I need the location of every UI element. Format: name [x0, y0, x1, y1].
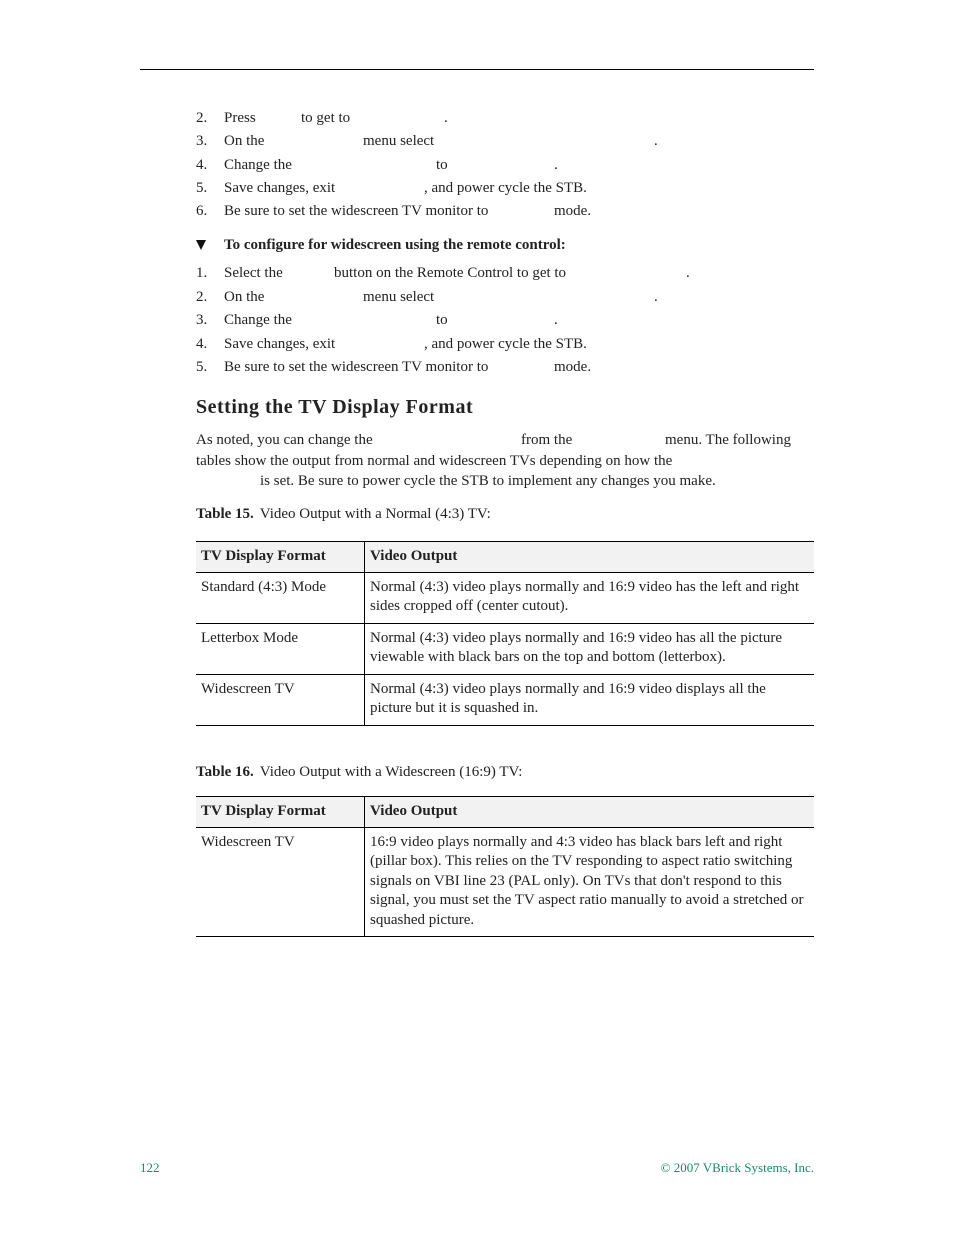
- table-cell: Letterbox Mode: [196, 623, 365, 674]
- paragraph-line: is set. Be sure to power cycle the STB to implement any changes you make.: [260, 473, 716, 489]
- step-text: .: [686, 265, 690, 281]
- procedure-heading-text: To configure for widescreen using the remote control:: [224, 237, 566, 253]
- table-caption: [196, 764, 522, 781]
- step-text: .: [444, 110, 448, 126]
- step-text: menu select: [363, 133, 435, 149]
- step-text: menu select: [363, 289, 435, 305]
- table-caption-text: Video Output with a Widescreen (16:9) TV:: [259, 764, 523, 780]
- step-text: Be sure to set the widescreen TV monitor to: [224, 203, 489, 219]
- step-number: 2.: [196, 289, 208, 305]
- step-text: Select the: [224, 265, 283, 281]
- step-number: 3.: [196, 312, 208, 328]
- step-number: 3.: [196, 133, 208, 149]
- step-text: mode.: [554, 359, 592, 375]
- table-header-row: [196, 542, 814, 573]
- step-text: On the: [224, 133, 265, 149]
- video-output-normal-table: [196, 541, 814, 726]
- table-row: [196, 623, 814, 674]
- step-number: 4.: [196, 336, 208, 352]
- header-rule: [140, 69, 814, 70]
- step-number: 1.: [196, 265, 208, 281]
- step-text: to: [436, 312, 448, 328]
- table-cell: Normal (4:3) video plays normally and 16:9 video has all the picture viewable with black bars on the top and bottom (letterbox).: [365, 623, 815, 674]
- table-label: Table 15.: [196, 506, 254, 522]
- table-cell: Widescreen TV: [196, 674, 365, 725]
- step-text: , and power cycle the STB.: [424, 336, 587, 352]
- column-header: Video Output: [365, 797, 815, 828]
- paragraph-text: As noted, you can change the: [196, 432, 373, 448]
- table-cell: 16:9 video plays normally and 4:3 video has black bars left and right (pillar box). This relies on the TV responding to aspect ratio switching signals on VBI line 23 (PAL only). On TVs that don't respond to this signal, you must set the TV aspect ratio manually to avoid a stretched or squashed picture.: [365, 827, 815, 937]
- step-number: 4.: [196, 157, 208, 173]
- table-cell: Standard (4:3) Mode: [196, 572, 365, 623]
- step-text: .: [654, 133, 658, 149]
- table-header-row: [196, 797, 814, 828]
- step-text: .: [554, 312, 558, 328]
- step-text: .: [654, 289, 658, 305]
- step-text: .: [554, 157, 558, 173]
- paragraph-text: from the: [521, 432, 573, 448]
- step-text: On the: [224, 289, 265, 305]
- step-text: mode.: [554, 203, 592, 219]
- table-caption-text: Video Output with a Normal (4:3) TV:: [259, 506, 491, 522]
- step-number: 2.: [196, 110, 208, 126]
- table-row: [196, 572, 814, 623]
- table-row: [196, 827, 814, 937]
- step-text: Save changes, exit: [224, 336, 336, 352]
- paragraph-line: tables show the output from normal and widescreen TVs depending on how the: [196, 453, 673, 469]
- step-text: , and power cycle the STB.: [424, 180, 587, 196]
- step-number: 6.: [196, 203, 208, 219]
- video-output-widescreen-table: [196, 796, 814, 937]
- table-row: [196, 674, 814, 725]
- step-text: to: [436, 157, 448, 173]
- step-text: Press: [224, 110, 256, 126]
- step-number: 5.: [196, 180, 208, 196]
- step-text: Change the: [224, 157, 292, 173]
- table-label: Table 16.: [196, 764, 254, 780]
- step-text: button on the Remote Control to get to: [334, 265, 567, 281]
- step-text: to get to: [301, 110, 351, 126]
- paragraph-text: menu. The following: [665, 432, 791, 448]
- table-caption: [196, 506, 491, 523]
- step-number: 5.: [196, 359, 208, 375]
- table-cell: Widescreen TV: [196, 827, 365, 937]
- column-header: TV Display Format: [196, 797, 365, 828]
- table-cell: Normal (4:3) video plays normally and 16:9 video displays all the picture but it is squashed in.: [365, 674, 815, 725]
- copyright-notice: © 2007 VBrick Systems, Inc.: [660, 1160, 814, 1175]
- step-text: Be sure to set the widescreen TV monitor to: [224, 359, 489, 375]
- column-header: TV Display Format: [196, 542, 365, 573]
- column-header: Video Output: [365, 542, 815, 573]
- table-cell: Normal (4:3) video plays normally and 16:9 video has the left and right sides cropped off (center cutout).: [365, 572, 815, 623]
- step-text: Save changes, exit: [224, 180, 336, 196]
- procedure-triangle-icon: [196, 240, 206, 250]
- section-title: Setting the TV Display Format: [196, 396, 474, 418]
- step-text: Change the: [224, 312, 292, 328]
- page-number: 122: [140, 1160, 160, 1175]
